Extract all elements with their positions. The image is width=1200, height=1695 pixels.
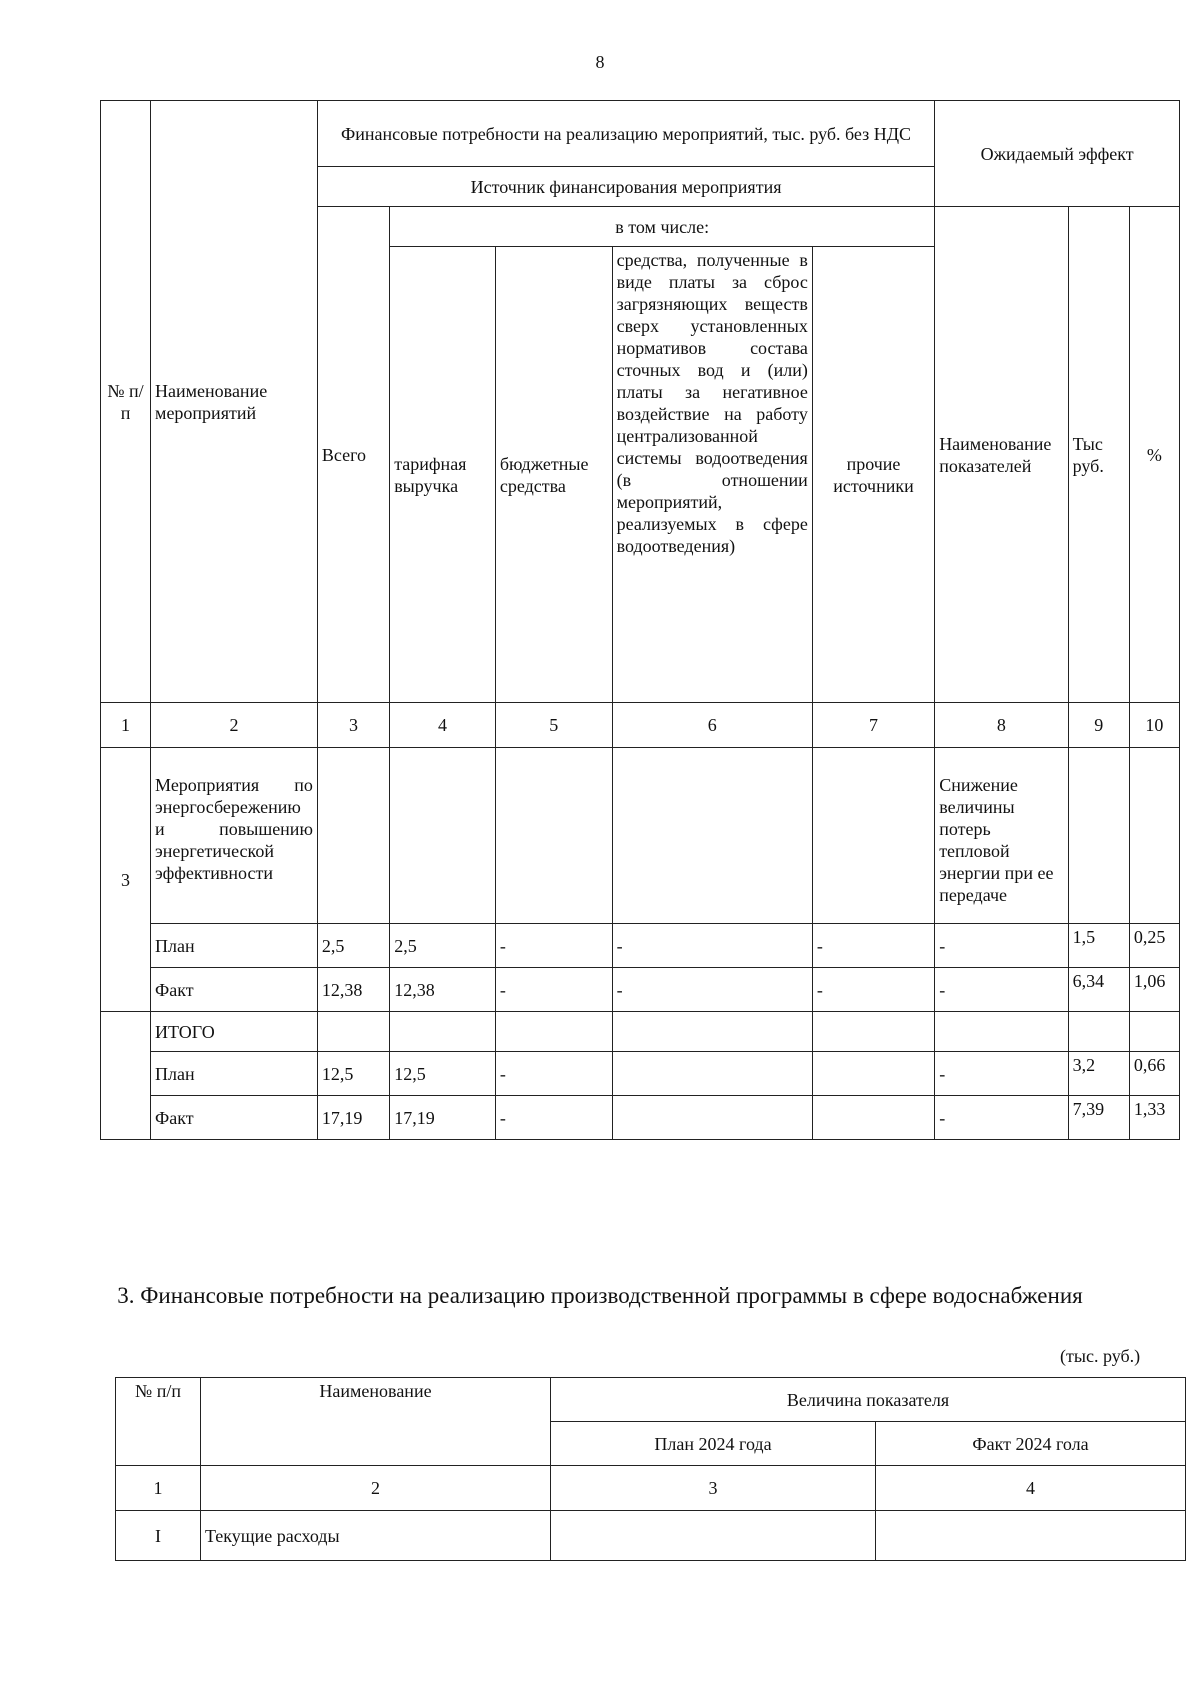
header-indicator-name: Наименование показателей [935,207,1068,703]
row-num: I [116,1511,201,1561]
header-indicator-value: Величина показателя [551,1378,1186,1422]
cell-tariff: 12,38 [390,968,496,1012]
cell-tariff: 2,5 [390,924,496,968]
cell-tariff: 12,5 [390,1052,496,1096]
cell-other: - [812,968,934,1012]
unit-note: (тыс. руб.) [1060,1346,1141,1366]
cell-indicator: - [935,1052,1068,1096]
cell-total: 17,19 [317,1096,389,1140]
cell-pct: 0,25 [1129,924,1179,968]
header-other-sources: прочие источники [812,247,934,703]
cell-rub: 3,2 [1068,1052,1129,1096]
col-number: 7 [812,703,934,748]
header-fact: Факт 2024 гола [876,1422,1186,1466]
cell-budget: - [495,924,612,968]
header-budget-funds: бюджетные средства [495,247,612,703]
col-number: 9 [1068,703,1129,748]
header-num: № п/п [101,101,151,703]
table-row [101,1096,1180,1140]
header-funding-source: Источник финансирования мероприятия [317,167,934,207]
cell-budget: - [495,1052,612,1096]
col-number: 4 [876,1466,1186,1511]
cell-tariff: 17,19 [390,1096,496,1140]
header-percent: % [1129,207,1179,703]
cell-total: 2,5 [317,924,389,968]
col-number: 1 [116,1466,201,1511]
cell-budget: - [495,968,612,1012]
table-row [101,1052,1180,1096]
cell-pct: 1,06 [1129,968,1179,1012]
total-label: ИТОГО [151,1012,318,1052]
cell-indicator: - [935,924,1068,968]
row-name: Текущие расходы [201,1511,551,1561]
header-name: Наименование мероприятий [151,101,318,703]
row-plan [551,1511,876,1561]
header-expected-effect: Ожидаемый эффект [935,101,1180,207]
col-number: 8 [935,703,1068,748]
cell-pct: 0,66 [1129,1052,1179,1096]
section-name: Мероприятия по энергосбережению и повышению энергетической эффективности [151,748,318,924]
col-number: 2 [201,1466,551,1511]
cell-budget: - [495,1096,612,1140]
col-number: 6 [612,703,812,748]
row-label: Факт [151,1096,318,1140]
col-number: 3 [317,703,389,748]
table-row [101,924,1180,968]
col-number: 5 [495,703,612,748]
water-supply-program-table [115,1377,1186,1561]
header-num: № п/п [116,1378,201,1466]
col-number: 10 [1129,703,1179,748]
cell-rub: 7,39 [1068,1096,1129,1140]
header-financial-needs: Финансовые потребности на реализацию мероприятий, тыс. руб. без НДС [317,101,934,167]
header-including: в том числе: [390,207,935,247]
cell-fees: - [612,968,812,1012]
cell-fees: - [612,924,812,968]
header-thousand-rub: Тыс руб. [1068,207,1129,703]
page-number: 8 [595,52,605,72]
cell-other: - [812,924,934,968]
section-title: 3. Финансовые потребности на реализацию производственной программы в сфере водоснабжения [117,1283,1083,1308]
row-fact [876,1511,1186,1561]
col-number: 4 [390,703,496,748]
header-plan: План 2024 года [551,1422,876,1466]
cell-pct: 1,33 [1129,1096,1179,1140]
financial-needs-table [100,100,1180,1140]
section-indicator: Снижение величины потерь тепловой энергии при ее передаче [935,748,1068,924]
row-label: Факт [151,968,318,1012]
table-row [116,1511,1186,1561]
header-tariff-revenue: тарифная выручка [390,247,496,703]
col-number: 2 [151,703,318,748]
cell-total: 12,38 [317,968,389,1012]
row-label: План [151,1052,318,1096]
cell-total: 12,5 [317,1052,389,1096]
row-label: План [151,924,318,968]
cell-rub: 1,5 [1068,924,1129,968]
col-number: 3 [551,1466,876,1511]
header-total: Всего [317,207,389,703]
table-row [101,968,1180,1012]
cell-indicator: - [935,1096,1068,1140]
section-number: 3 [101,748,151,1012]
col-number: 1 [101,703,151,748]
cell-rub: 6,34 [1068,968,1129,1012]
header-pollutant-fees: средства, полученные в виде платы за сброс загрязняющих веществ сверх установленных нормативов состава сточных вод и (или) платы за негативное воздействие на работу централизованной системы водоотведения (в отношении мероприятий, реализуемых в сфере водоотведения) [612,247,812,703]
header-name: Наименование [201,1378,551,1466]
cell-indicator: - [935,968,1068,1012]
